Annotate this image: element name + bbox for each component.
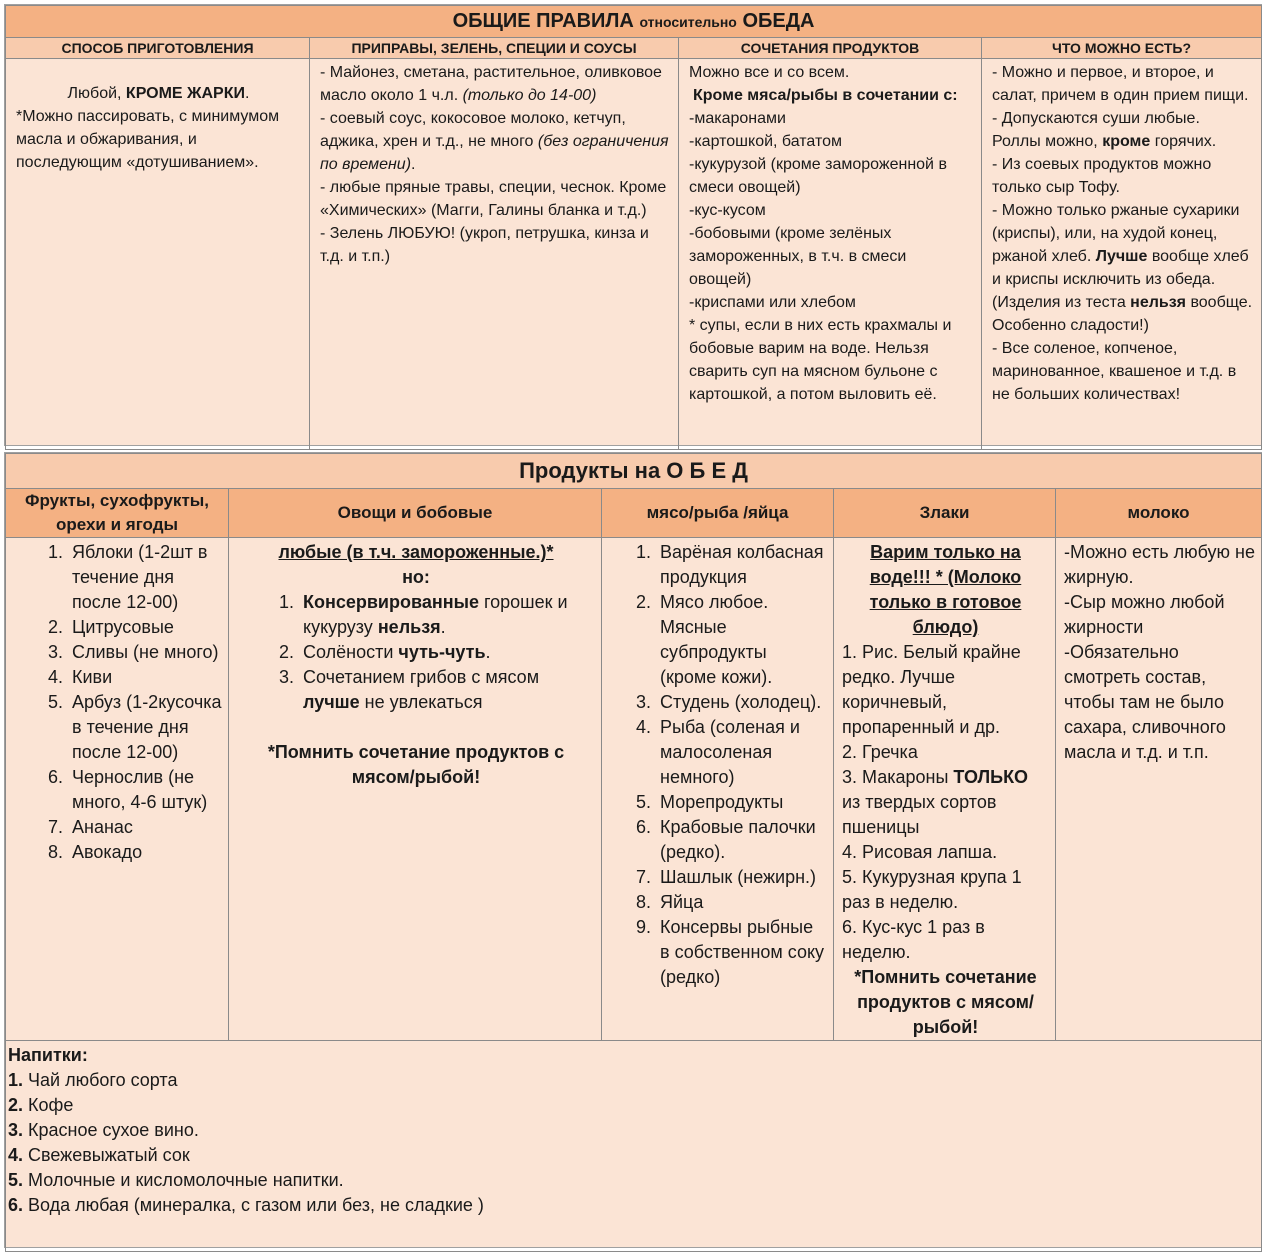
what-line: - Можно только ржаные сухарики (криспы), или, на худой конец, ржаной хлеб. Лучше вообще хлеб и криспы исключить из обеда. (Изделия из теста нельзя вообще. Особенно сладости!) [992, 202, 1253, 334]
drink-item: 4. Свежевыжатый сок [8, 1145, 190, 1165]
sauce-para-4: - Зелень ЛЮБУЮ! (укроп, петрушка, кинза и т.д. и т.п.) [320, 225, 649, 265]
meat-list [610, 540, 827, 990]
general-rules-title: ОБЩИЕ ПРАВИЛА относительно ОБЕДА [6, 6, 1262, 38]
combo-line: -картошкой, бататом [689, 133, 842, 150]
drink-item: 3. Красное сухое вино. [8, 1120, 199, 1140]
general-rules-table [5, 5, 1262, 450]
list-item: 7. Шашлык (нежирн.) [656, 865, 827, 890]
grain-item: 6. Кус-кус 1 раз в неделю. [842, 917, 985, 962]
sauce-para-1: - Майонез, сметана, растительное, оливковое масло около 1 ч.л. (только до 14-00) [320, 64, 662, 104]
drinks-cell [6, 1041, 1262, 1252]
header-what-to-eat: ЧТО МОЖНО ЕСТЬ? [982, 38, 1262, 59]
header-grains: Злаки [834, 489, 1056, 538]
vegetables-cell [229, 538, 602, 1041]
milk-cell [1056, 538, 1262, 1041]
grain-item: 4. Рисовая лапша. [842, 842, 998, 862]
what-line: - Все соленое, копченое, маринованное, квашеное и т.д. в не больших количествах! [992, 340, 1237, 403]
list-item: 6. Крабовые палочки (редко). [656, 815, 827, 865]
combo-line: Можно все и со всем. [689, 64, 850, 81]
list-item: 4. Киви [68, 665, 222, 690]
combo-line: -кукурузой (кроме замороженной в смеси овощей) [689, 156, 947, 196]
list-item: 7. Ананас [68, 815, 222, 840]
list-item: 2. Мясо любое. Мясные субпродукты (кроме кожи). [656, 590, 827, 690]
combo-line: * супы, если в них есть крахмалы и бобовые варим на воде. Нельзя сварить суп на мясном бульоне с картошкой, а потом выловить её. [689, 317, 952, 403]
what-line: Роллы можно, кроме горячих. [992, 133, 1217, 150]
meat-cell [602, 538, 834, 1041]
combo-line: Кроме мяса/рыбы в сочетании с: [693, 87, 958, 104]
milk-item: -Сыр можно любой жирности [1064, 592, 1225, 637]
drink-item: 5. Молочные и кисломолочные напитки. [8, 1170, 344, 1190]
products-section [4, 452, 1262, 1248]
list-item: 9. Консервы рыбные в собственном соку (редко) [656, 915, 827, 990]
list-item: 1. Варёная колбасная продукция [656, 540, 827, 590]
veg-but: но: [402, 567, 430, 587]
general-rules-section [4, 4, 1262, 446]
what-line: - Допускаются суши любые. [992, 110, 1200, 127]
list-item: 5. Арбуз (1-2кусочка в течение дня после 12-00) [68, 690, 222, 765]
veg-note: *Помнить сочетание продуктов с мясом/рыбой! [267, 742, 565, 787]
list-item: 4. Рыба (соленая и малосоленая немного) [656, 715, 827, 790]
drink-item: 2. Кофе [8, 1095, 74, 1115]
what-to-eat-cell [982, 59, 1262, 450]
cooking-line-1: Любой, КРОМЕ ЖАРКИ. [67, 85, 250, 102]
cooking-method-cell [6, 59, 310, 450]
list-item: 8. Авокадо [68, 840, 222, 865]
what-line: - Из соевых продуктов можно только сыр Тофу. [992, 156, 1212, 196]
products-title: Продукты на О Б Е Д [6, 454, 1262, 489]
grains-cell [834, 538, 1056, 1041]
list-item: 6. Чернослив (не много, 4-6 штук) [68, 765, 222, 815]
list-item: 8. Яйца [656, 890, 827, 915]
header-combinations: СОЧЕТАНИЯ ПРОДУКТОВ [679, 38, 982, 59]
header-seasonings: ПРИПРАВЫ, ЗЕЛЕНЬ, СПЕЦИИ И СОУСЫ [310, 38, 679, 59]
list-item: 1. Консервированные горошек и кукурузу нельзя. [299, 590, 595, 640]
seasonings-cell [310, 59, 679, 450]
list-item: 3. Студень (холодец). [656, 690, 827, 715]
combo-line: -бобовыми (кроме зелёных замороженных, в т.ч. в смеси овощей) [689, 225, 907, 288]
grains-note: *Помнить сочетание продуктов с мясом/рыбой! [854, 967, 1037, 1037]
list-item: 5. Морепродукты [656, 790, 827, 815]
products-table [5, 453, 1262, 1252]
combo-line: -криспами или хлебом [689, 294, 856, 311]
fruits-cell [6, 538, 229, 1041]
grain-item: 2. Гречка [842, 742, 918, 762]
veg-heading: любые (в т.ч. замороженные.)* [278, 542, 554, 562]
drinks-title: Напитки: [8, 1045, 88, 1065]
header-fruits: Фрукты, сухофрукты, орехи и ягоды [6, 489, 229, 538]
milk-item: -Обязательно смотреть состав, чтобы там не было сахара, сливочного масла и т.д. и т.п. [1064, 642, 1226, 762]
grain-item: 3. Макароны ТОЛЬКО из твердых сортов пшеницы [842, 767, 1029, 837]
header-vegetables: Овощи и бобовые [229, 489, 602, 538]
header-cooking-method: СПОСОБ ПРИГОТОВЛЕНИЯ [6, 38, 310, 59]
grain-item: 5. Кукурузная крупа 1 раз в неделю. [842, 867, 1022, 912]
milk-item: -Можно есть любую не жирную. [1064, 542, 1255, 587]
drink-item: 6. Вода любая (минералка, с газом или без, не сладкие ) [8, 1195, 484, 1215]
vegetables-list [237, 590, 595, 715]
grain-item: 1. Рис. Белый крайне редко. Лучше коричневый, пропаренный и др. [842, 642, 1021, 737]
combo-line: -кус-кусом [689, 202, 766, 219]
list-item: 2. Солёности чуть-чуть. [299, 640, 595, 665]
cooking-line-2: *Можно пассировать, с минимумом масла и обжаривания, и последующим «дотушиванием». [16, 108, 280, 171]
fruits-list [14, 540, 222, 865]
drink-item: 1. Чай любого сорта [8, 1070, 178, 1090]
list-item: 3. Сливы (не много) [68, 640, 222, 665]
what-line: - Можно и первое, и второе, и салат, причем в один прием пищи. [992, 64, 1249, 104]
header-meat-fish-eggs: мясо/рыба /яйца [602, 489, 834, 538]
combinations-cell [679, 59, 982, 450]
list-item: 1. Яблоки (1-2шт в течение дня после 12-00) [68, 540, 222, 615]
combo-line: -макаронами [689, 110, 786, 127]
grains-heading: Варим только на воде!!! * (Молоко только в готовое блюдо) [869, 542, 1022, 637]
header-milk: молоко [1056, 489, 1262, 538]
list-item: 3. Сочетанием грибов с мясом лучше не увлекаться [299, 665, 595, 715]
sauce-para-3: - любые пряные травы, специи, чеснок. Кроме «Химических» (Магги, Галины бланка и т.д.) [320, 179, 667, 219]
list-item: 2. Цитрусовые [68, 615, 222, 640]
sauce-para-2: - соевый соус, кокосовое молоко, кетчуп, аджика, хрен и т.д., не много (без ограничения по времени). [320, 110, 669, 173]
